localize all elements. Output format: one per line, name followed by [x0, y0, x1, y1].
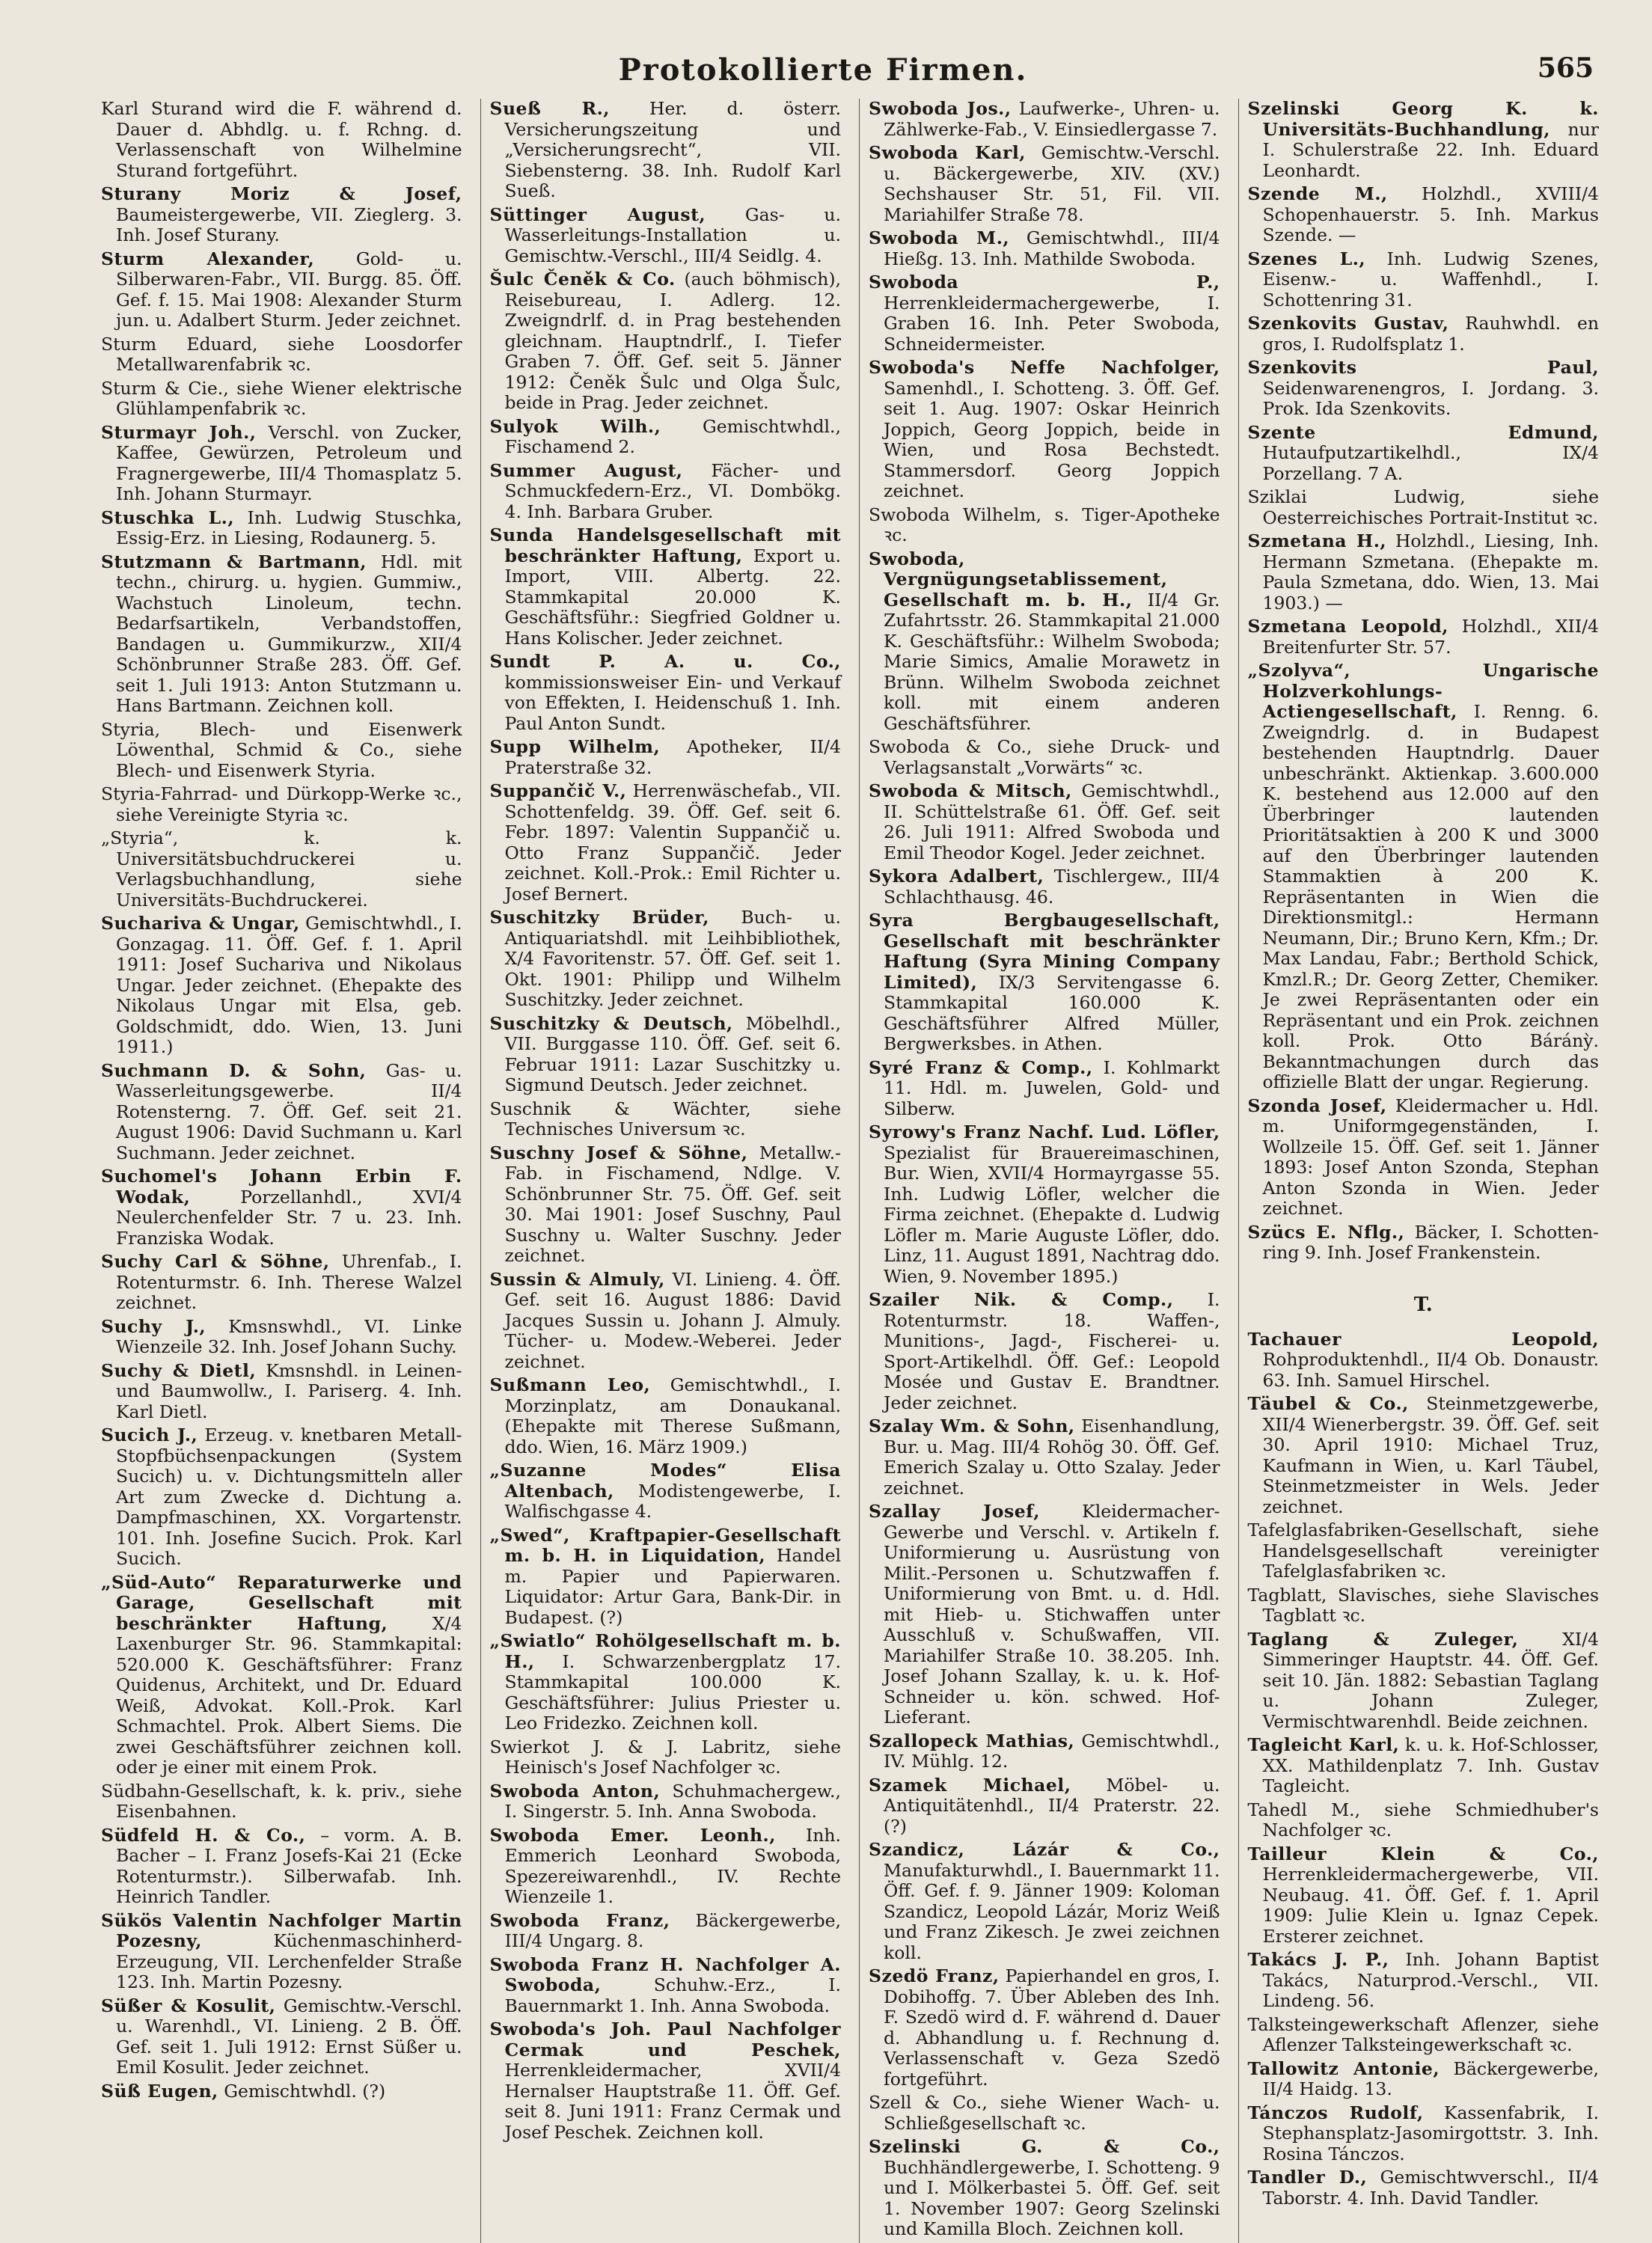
entry-text: Karl Sturand wird die F. während d. Dauer d. Abhdlg. u. f. Rchng. d. Verlassenschaft von Wilhelmine Sturand fortgeführt. — [101, 98, 462, 181]
entry-text: Herrenkleidermacher, XVII/4 Hernalser Hauptstraße 11. Öff. Gef. seit 8. Juni 1911: Franz Cermak und Josef Peschek. Zeichnen koll. — [504, 2060, 841, 2143]
directory-entry — [101, 914, 462, 1058]
directory-entry — [490, 652, 842, 734]
directory-entry — [1248, 1096, 1600, 1220]
entry-text: Porzellanhdl., XVI/4 Neulerchenfelder Str. 7 u. 23. Inh. Franziska Wodak. — [116, 1186, 462, 1249]
directory-entry — [101, 2081, 462, 2102]
firm-name: Tagleicht Karl, — [1247, 1734, 1400, 1755]
firm-name: Syrowy's Franz Nachf. Lud. Löfler, — [869, 1122, 1220, 1142]
firm-name: Swoboda Franz H. Nachfolger A. Swoboda, — [489, 1953, 841, 1995]
firm-name: Suchy J., — [101, 1315, 206, 1337]
entry-text: Buchhändlergewerbe, I. Schotteng. 9 und I. Mölkerbastei 5. Öff. Gef. seit 1. November 1907: Georg Szelinski und Kamilla Bloch. Zeichnen koll. — [884, 2156, 1220, 2239]
firm-name: Szallay Josef, — [869, 1501, 1040, 1522]
entry-text: Hdl. mit techn., chirurg. u. hygien. Gummiw., Wachstuch Linoleum, techn. Bedarfsartikeln, Verbandstoffen, Bandagen u. Gummikurzw., XII/4 Schönbrunner Straße 283. Öff. Gef. seit 1. Juli 1913: Anton Stutzmann u. Hans Bartmann. Zeichnen koll. — [116, 551, 462, 716]
firm-name: „Suzanne Modes“ Elisa Altenbach, — [489, 1460, 841, 1502]
directory-entry — [869, 1122, 1220, 1287]
firm-name: „Swiatlo“ Rohölgesellschaft m. b. H., — [489, 1630, 841, 1672]
entry-text: Holzhdl., XII/4 Breitenfurter Str. 57. — [1262, 616, 1599, 658]
firm-name: Szmetana H., — [1247, 530, 1387, 551]
directory-entry — [490, 1143, 842, 1267]
entry-text: Gemischtwhdl., III/4 Hießg. 13. Inh. Mathilde Swoboda. — [884, 227, 1220, 269]
entry-text: Export u. Import, VIII. Albertg. 22. Stammkapital 20.000 K. Geschäftsführ.: Siegfried Goldner u. Hans Kolischer. Jeder zeichnet. — [504, 545, 841, 649]
entry-text: Kleidermacher-Gewerbe und Verschl. v. Artikeln f. Uniformierung u. Ausrüstung von Milit.-Personen u. Schutzwaffen f. Uniformierung von Bmt. u. d. Hdl. mit Hieb- u. Stichwaffen unter Ausschluß v. Schußwaffen, VII. Mariahilfer Straße 10. 38.205. Inh. Josef Johann Szallay, k. u. k. Hof-Schneider u. kön. schwed. Hof-Lieferant. — [884, 1501, 1220, 1728]
entry-text: Gold- u. Silberwaren-Fabr., VII. Burgg. 85. Öff. Gef. f. 15. Mai 1908: Alexander Sturm jun. u. Adalbert Sturm. Jeder zeichnet. — [116, 248, 462, 331]
firm-name: Szandicz, Lázár & Co., — [869, 1839, 1220, 1860]
entry-text: II/4 Gr. Zufahrtsstr. 26. Stammkapital 21.000 K. Geschäftsführ.: Wilhelm Swoboda; Marie Simics, Amalie Morawetz in Brünn. Wilhelm Swoboda zeichnet koll. mit einem anderen Geschäftsführer. — [884, 589, 1220, 734]
entry-text: Suschnik & Wächter, siehe Technisches Universum ꝛc. — [489, 1098, 841, 1139]
directory-entry — [869, 1775, 1220, 1837]
directory-entry — [1248, 1223, 1600, 1264]
directory-entry — [490, 1631, 842, 1734]
entry-text: Herrenkleidermachergewerbe, VII. Neubaug. 41. Öff. Gef. f. 1. April 1909: Julie Klein u. Ignaz Cepek. Ersterer zeichnet. — [1262, 1864, 1599, 1947]
firm-name: Szende M., — [1247, 183, 1388, 204]
entry-text: Spezialist für Brauereimaschinen, Bur. Wien, XVII/4 Hormayrgasse 55. Inh. Ludwig Löfler, welcher die Firma zeichnet. (Ehepakte d. Ludwig Löfler m. Marie Auguste Löfler, ddo. Linz, 11. August 1891, Nachtrag ddo. Wien, 9. November 1895.) — [884, 1142, 1220, 1287]
entry-text: Gas- u. Wasserleitungsgewerbe. II/4 Rotensterng. 7. Öff. Gef. seit 21. August 1906: David Suchmann u. Karl Suchmann. Jeder zeichnet. — [116, 1059, 462, 1163]
entry-text: Samenhdl., I. Schotteng. 3. Öff. Gef. seit 1. Aug. 1907: Oskar Heinrich Joppich, Georg Joppich, beide in Wien, und Rosa Bechstedt. Stammersdorf. Georg Joppich zeichnet. — [884, 377, 1220, 501]
firm-name: Tánczos Rudolf, — [1247, 2102, 1424, 2123]
directory-entry — [1248, 1735, 1600, 1797]
directory-entry — [490, 1826, 842, 1908]
firm-name: Szalay Wm. & Sohn, — [869, 1416, 1075, 1436]
directory-entry — [490, 1270, 842, 1373]
entry-text: Sziklai Ludwig, siehe Oesterreichisches Portrait-Institut ꝛc. — [1247, 486, 1599, 528]
entry-text: Sturm Eduard, siehe Loosdorfer Metallwarenfabrik ꝛc. — [101, 333, 462, 375]
firm-name: Swoboda Anton, — [489, 1780, 661, 1802]
directory-entry — [490, 1911, 842, 1952]
entry-text: Küchenmaschinherd-Erzeugung, VII. Lerchenfelder Straße 123. Inh. Martin Pozesny. — [116, 1930, 462, 1992]
directory-entry — [1248, 1585, 1600, 1627]
entry-text: Gemischtwverschl., II/4 Taborstr. 4. Inh. David Tandler. — [1262, 2167, 1599, 2209]
directory-entry — [101, 334, 462, 376]
text-columns — [101, 98, 1603, 2239]
firm-name: Suchmann D. & Sohn, — [101, 1059, 367, 1081]
directory-entry — [490, 1737, 842, 1778]
firm-name: Swoboda Jos., — [869, 98, 1012, 119]
entry-text: Kmsnshdl. in Leinen- und Baumwollw., I. Pariserg. 4. Inh. Karl Dietl. — [116, 1359, 462, 1422]
entry-text: Holzhdl., XVIII/4 Schopenhauerstr. 5. Inh. Markus Szende. — — [1262, 183, 1599, 245]
entry-text: Möbel- u. Antiquitätenhdl., II/4 Praterstr. 22. (?) — [884, 1774, 1220, 1837]
entry-text: Tischlergew., III/4 Schlachthausg. 46. — [884, 866, 1220, 908]
entry-text: Baumeistergewerbe, VII. Zieglerg. 3. Inh. Josef Sturany. — [116, 204, 462, 245]
entry-text: Kmsnswhdl., VI. Linke Wienzeile 32. Inh. Josef Johann Suchy. — [116, 1315, 462, 1357]
entry-text: Gemischtwhdl., I. Morzinplatz, am Donaukanal. (Ehepakte mit Therese Sußmann, ddo. Wien, 16. März 1909.) — [504, 1374, 841, 1457]
entry-text: Sturm & Cie., siehe Wiener elektrische Glühlampenfabrik ꝛc. — [101, 377, 462, 419]
firm-name: Szücs E. Nflg., — [1247, 1221, 1405, 1243]
directory-entry — [490, 1460, 842, 1523]
entry-text: I. Rotenturmstr. 18. Waffen-, Munitions-, Jagd-, Fischerei- u. Sport-Artikelhdl. Öff. Gef.: Leopold Mosée und Gustav E. Brandtner. Jeder zeichnet. — [884, 1289, 1220, 1413]
entry-text: Gas- u. Wasserleitungs-Installation u. Gemischtw.-Verschl., III/4 Seidlg. 4. — [504, 204, 841, 266]
directory-entry — [101, 720, 462, 782]
firm-name: Swoboda & Mitsch, — [869, 780, 1072, 801]
directory-entry — [869, 1731, 1220, 1772]
entry-text: Her. d. österr. Versicherungszeitung und „Versicherungsrecht“, VII. Siebensterng. 38. Inh. Rudolf Karl Sueß. — [504, 98, 841, 201]
directory-entry — [490, 461, 842, 523]
directory-entry — [869, 505, 1220, 546]
entry-text: Bäckergewerbe, III/4 Ungarg. 8. — [504, 1909, 841, 1951]
entry-text: Gemischtwhdl., I. Gonzagag. 11. Öff. Gef. f. 1. April 1911: Josef Suchariva und Nikolaus Ungar. Jeder zeichnet. (Ehepakte des Nikolaus Ungar mit Elsa, geb. Goldschmidt, ddo. Wien, 13. Juni 1911.) — [116, 913, 462, 1057]
entry-text: Swierkot J. & J. Labritz, siehe Heinisch's Josef Nachfolger ꝛc. — [489, 1736, 841, 1778]
firm-name: „Szolyva“, Ungarische Holzverkohlungs-Actiengesellschaft, — [1247, 660, 1599, 722]
firm-name: Süttinger August, — [489, 204, 706, 225]
entry-text: Tahedl M., siehe Schmiedhuber's Nachfolger ꝛc. — [1247, 1799, 1599, 1840]
entry-text: Schuhmachergew., I. Singerstr. 5. Inh. Anna Swoboda. — [504, 1780, 841, 1822]
firm-name: Sturm Alexander, — [101, 248, 315, 269]
directory-entry — [1248, 423, 1600, 485]
firm-name: Swoboda's Joh. Paul Nachfolger Cermak und Peschek, — [489, 2019, 841, 2060]
directory-entry — [869, 1290, 1220, 1413]
firm-name: Sußmann Leo, — [489, 1374, 651, 1395]
entry-text: Rauhwhdl. en gros, I. Rudolfsplatz 1. — [1262, 313, 1599, 355]
firm-name: Szedö Franz, — [869, 1965, 1000, 1986]
firm-name: Sundt P. A. u. Co., — [489, 651, 841, 672]
firm-name: Suchy & Dietl, — [101, 1359, 257, 1381]
firm-name: Suschitzky Brüder, — [489, 907, 709, 928]
directory-entry — [101, 99, 462, 181]
directory-entry — [1248, 1844, 1600, 1947]
entry-text: Bäcker, I. Schotten-ring 9. Inh. Josef Frankenstein. — [1262, 1221, 1599, 1263]
directory-entry — [490, 525, 842, 649]
firm-name: Sucich J., — [101, 1425, 198, 1445]
column-1 — [101, 99, 467, 2243]
firm-name: Swoboda Franz, — [489, 1909, 670, 1931]
entry-text: Holzhdl., Liesing, Inh. Hermann Szmetana. (Ehepakte m. Paula Szmetana, ddo. Wien, 13. Mai 1903.) — — [1262, 530, 1599, 613]
directory-entry — [869, 1416, 1220, 1499]
entry-text: Laufwerke-, Uhren- u. Zählwerke-Fab., V. Einsiedlergasse 7. — [884, 98, 1220, 140]
entry-text: Gemischtwhdl. (?) — [224, 2080, 386, 2102]
firm-name: Szente Edmund, — [1247, 421, 1599, 443]
entry-text: Seidenwarenengros, I. Jordang. 3. Prok. Ida Szenkovits. — [1262, 377, 1599, 419]
directory-entry — [101, 1573, 462, 1778]
section-letter: T. — [1413, 1293, 1433, 1316]
directory-entry — [490, 417, 842, 458]
directory-entry — [101, 1826, 462, 1908]
entry-text: Inh. Emmerich Leonhard Swoboda, Spezereiwarenhdl., IV. Rechte Wienzeile 1. — [504, 1824, 841, 1907]
entry-text: Herrenwäschefab., VII. Schottenfeldg. 39. Öff. Gef. seit 6. Febr. 1897: Valentin Suppančič u. Otto Franz Suppančič. Jeder zeichnet. Koll.-Prok.: Emil Richter u. Josef Bernert. — [504, 780, 841, 905]
entry-text: Styria-Fahrrad- und Dürkopp-Werke ꝛc., siehe Vereinigte Styria ꝛc. — [101, 783, 462, 825]
entry-text: Gemischtwhdl., IV. Mühlg. 12. — [884, 1730, 1220, 1772]
page-number: 565 — [1537, 52, 1594, 84]
entry-text: Inh. Johann Baptist Takács, Naturprod.-Verschl., VII. Lindeng. 56. — [1262, 1949, 1600, 2011]
entry-text: Manufakturwhdl., I. Bauernmarkt 11. Öff. Gef. f. 9. Jänner 1909: Koloman Szandicz, Leopold Lázár, Moriz Weiß und Franz Zikesch. Je zwei zeichnen koll. — [884, 1859, 1220, 1963]
directory-entry — [1248, 2059, 1600, 2100]
firm-name: Suschny Josef & Söhne, — [489, 1142, 748, 1163]
firm-name: Suppančič V., — [489, 780, 627, 801]
entry-text: Tafelglasfabriken-Gesellschaft, siehe Handelsgesellschaft vereinigter Tafelglasfabriken ꝛc. — [1247, 1520, 1599, 1582]
entry-text: Fächer- und Schmuckfedern-Erz., VI. Dombökg. 4. Inh. Barbara Gruber. — [504, 459, 841, 522]
directory-entry — [1248, 2103, 1600, 2165]
directory-entry — [869, 781, 1220, 863]
firm-name: Szenkovits Gustav, — [1247, 313, 1449, 334]
directory-entry — [490, 2019, 842, 2143]
entry-text: k. u. k. Hof-Schlosser, XX. Mathildenplatz 7. Inh. Gustav Tagleicht. — [1262, 1734, 1599, 1796]
firm-name: Takács J. P., — [1247, 1949, 1389, 1970]
firm-name: Swoboda M., — [869, 227, 1010, 248]
entry-text: Verschl. von Zucker, Kaffee, Gewürzen, Petroleum und Fragnergewerbe, III/4 Thomasplatz 5. Inh. Johann Sturmayr. — [116, 421, 462, 504]
directory-entry — [1248, 249, 1600, 311]
entry-text: Südbahn-Gesellschaft, k. k. priv., siehe Eisenbahnen. — [101, 1780, 462, 1822]
firm-name: Szelinski Georg K. k. Universitäts-Buchhandlung, — [1247, 98, 1599, 140]
directory-entry — [101, 1317, 462, 1358]
entry-text: IX/3 Servitengasse 6. Stammkapital 160.000 K. Geschäftsführer Alfred Müller, Bergwerksbes. in Athen. — [884, 971, 1220, 1054]
firm-name: Tailleur Klein & Co., — [1247, 1843, 1599, 1864]
directory-entry — [490, 781, 842, 905]
firm-name: Szamek Michael, — [869, 1774, 1071, 1796]
directory-entry — [869, 1058, 1220, 1120]
entry-text: Tagblatt, Slavisches, siehe Slavisches Tagblatt ꝛc. — [1247, 1584, 1599, 1626]
directory-entry — [869, 1966, 1220, 2090]
directory-entry — [101, 1166, 462, 1249]
directory-entry — [1248, 1394, 1600, 1517]
firm-name: Syra Bergbaugesellschaft, Gesellschaft mit beschränkter Haftung (Syra Mining Company Limited), — [869, 910, 1220, 993]
entry-text: Buch- u. Antiquariatshdl. mit Leihbibliothek, X/4 Favoritenstr. 57. Öff. Gef. seit 1. Okt. 1901: Philipp und Wilhelm Suschitzky. Jeder zeichnet. — [504, 907, 841, 1010]
directory-entry — [490, 205, 842, 267]
directory-entry — [490, 737, 842, 778]
entry-text: Möbelhdl., VII. Burggasse 110. Öff. Gef. seit 6. Februar 1911: Lazar Suschitzky u. Sigmund Deutsch. Jeder zeichnet. — [504, 1012, 841, 1095]
directory-entry — [490, 1099, 842, 1140]
firm-name: „Swed“, Kraftpapier-Gesellschaft m. b. H. in Liquidation, — [489, 1524, 841, 1566]
entry-text: Gemischtw.-Verschl. u. Bäckergewerbe, XIV. (XV.) Sechshauser Str. 51, Fil. VII. Mariahilfer Straße 78. — [884, 142, 1220, 225]
entry-text: VI. Linieng. 4. Öff. Gef. seit 16. August 1886: David Jacques Sussin u. Johann J. Almuly. Tücher- u. Modew.-Weberei. Jeder zeichnet. — [504, 1268, 841, 1372]
directory-entry — [490, 269, 842, 414]
directory-entry — [101, 1996, 462, 2078]
firm-name: Szmetana Leopold, — [1247, 616, 1448, 637]
directory-entry — [101, 1911, 462, 1993]
firm-name: Sueß R., — [489, 98, 610, 119]
entry-text: X/4 Laxenburger Str. 96. Stammkapital: 520.000 K. Geschäftsführer: Franz Quidenus, Architekt, und Dr. Eduard Weiß, Advokat. Koll.-Prok. Karl Schmachtel. Prok. Albert Siems. Die zwei Geschäftsführer zeichnen koll. oder je einer mit einem Prok. — [116, 1612, 462, 1778]
firm-name: Sulyok Wilh., — [489, 415, 661, 437]
column-4 — [1238, 99, 1604, 2243]
directory-entry — [869, 2093, 1220, 2134]
entry-text: Gemischtw.-Verschl. u. Warenhdl., VI. Linieng. 2 B. Öff. Gef. seit 1. Juli 1912: Ernst Süßer u. Emil Kosulit. Jeder zeichnet. — [116, 1995, 462, 2078]
firm-name: Szenkovits Paul, — [1247, 357, 1599, 378]
entry-text: Steinmetzgewerbe, XII/4 Wienerbergstr. 39. Öff. Gef. seit 30. April 1910: Michael Truz, Kaufmann in Wien, u. Karl Täubel, Steinmetzmeister in Wels. Jeder zeichnet. — [1262, 1393, 1599, 1517]
directory-entry — [101, 552, 462, 717]
entry-text: Kassenfabrik, I. Stephansplatz-Jasomirgottstr. 3. Inh. Rosina Tánczos. — [1262, 2102, 1599, 2164]
entry-text: Apotheker, II/4 Praterstraße 32. — [504, 736, 841, 778]
directory-entry — [869, 358, 1220, 502]
entry-text: (auch böhmisch), Reisebureau, I. Adlerg. 12. Zweigndrlf. d. in Prag bestehenden gleichnam. Hauptndrlf., I. Tiefer Graben 7. Öff. Gef. seit 5. Jänner 1912: Čeněk Šulc und Olga Šulc, beide in Prag. Jeder zeichnet. — [504, 269, 841, 413]
firm-name: Swoboda's Neffe Nachfolger, — [869, 357, 1220, 378]
firm-name: Syré Franz & Comp., — [869, 1056, 1093, 1078]
entry-text: Styria, Blech- und Eisenwerk Löwenthal, Schmid & Co., siehe Blech- und Eisenwerk Styria. — [101, 718, 462, 781]
directory-entry — [101, 379, 462, 420]
entry-text: Metallw.-Fab. in Fischamend, Ndlge. V. Schönbrunner Str. 75. Öff. Gef. seit 30. Mai 1901: Josef Suschny, Paul Suschny u. Walter Suschny. Jeder zeichnet. — [504, 1142, 841, 1266]
firm-name: Süßer & Kosulit, — [101, 1995, 276, 2016]
firm-name: Tandler D., — [1247, 2167, 1368, 2188]
directory-entry — [101, 828, 462, 911]
entry-text: Rohproduktenhdl., II/4 Ob. Donaustr. 63. Inh. Samuel Hirschel. — [1262, 1349, 1599, 1391]
firm-name: Taglang & Zuleger, — [1247, 1628, 1519, 1650]
entry-text: – vorm. A. B. Bacher – I. Franz Josefs-Kai 21 (Ecke Rotenturmstr.). Silberwafab. Inh. Heinrich Tandler. — [116, 1824, 462, 1907]
directory-entry — [869, 1840, 1220, 1963]
firm-name: Stutzmann & Bartmann, — [101, 551, 367, 572]
directory-entry — [869, 272, 1220, 355]
directory-entry — [490, 1375, 842, 1457]
firm-name: Tallowitz Antonie, — [1247, 2057, 1440, 2079]
directory-entry — [1248, 1329, 1600, 1392]
firm-name: Swoboda Karl, — [869, 142, 1026, 163]
entry-text: Modistengewerbe, I. Walfischgasse 4. — [504, 1480, 841, 1522]
entry-text: Papierhandel en gros, I. Dobihoffg. 7. Über Ableben des Inh. F. Szedö wird d. F. während d. Dauer d. Abhandlung u. f. Rechnung d. Verlassenschaft v. Geza Szedö fortgeführt. — [884, 1965, 1220, 2090]
entry-text: Hutaufputzartikelhdl., IX/4 Porzellang. 7 A. — [1262, 442, 1599, 484]
directory-entry — [1248, 531, 1600, 613]
directory-entry — [1248, 616, 1600, 658]
directory-entry — [490, 1014, 842, 1096]
directory-entry — [1248, 313, 1600, 355]
page-title: Protokollierte Firmen. — [618, 52, 1028, 88]
entry-text: kommissionsweiser Ein- und Verkauf von Effekten, I. Heidenschuß 1. Inh. Paul Anton Sundt. — [504, 671, 841, 734]
entry-text: Gemischtwhdl., Fischamend 2. — [504, 415, 841, 457]
directory-entry — [869, 911, 1220, 1055]
directory-entry — [490, 908, 842, 1011]
firm-name: Suchariva & Ungar, — [101, 913, 300, 934]
directory-entry — [869, 737, 1220, 778]
directory-entry — [869, 1502, 1220, 1728]
directory-entry — [101, 1781, 462, 1823]
directory-entry — [1248, 2167, 1600, 2209]
firm-name: Täubel & Co., — [1247, 1393, 1409, 1414]
firm-name: Šulc Čeněk & Co. — [489, 269, 676, 290]
entry-text: Kleidermacher u. Hdl. m. Uniformgegenständen, I. Wollzeile 15. Öff. Gef. seit 1. Jänner 1893: Josef Anton Szonda, Stephan Anton Szonda in Wien. Jeder zeichnet. — [1262, 1095, 1599, 1219]
entry-text: Gemischtwhdl., II. Schüttelstraße 61. Öff. Gef. seit 26. Juli 1911: Alfred Swoboda und Emil Theodor Kogel. Jeder zeichnet. — [884, 780, 1220, 863]
firm-name: Sükös Valentin Nachfolger Martin Pozesny, — [101, 1909, 462, 1951]
entry-text: Talksteingewerkschaft Aflenzer, siehe Aflenzer Talksteingewerkschaft ꝛc. — [1247, 2013, 1599, 2055]
entry-text: nur I. Schulerstraße 22. Inh. Eduard Leonhardt. — [1262, 118, 1599, 181]
firm-name: Swoboda Emer. Leonh., — [489, 1824, 776, 1846]
directory-entry — [101, 508, 462, 549]
directory-entry — [101, 784, 462, 825]
directory-entry — [101, 1361, 462, 1423]
directory-entry — [869, 143, 1220, 225]
directory-entry — [869, 549, 1220, 735]
directory-entry — [1248, 2015, 1600, 2056]
directory-entry — [101, 249, 462, 331]
firm-name: Sturany Moriz & Josef, — [101, 183, 462, 204]
directory-entry — [869, 866, 1220, 908]
directory-entry — [490, 1781, 842, 1823]
entry-text: Inh. Ludwig Szenes, Eisenw.- u. Waffenhdl., I. Schottenring 31. — [1262, 248, 1599, 310]
directory-entry — [1248, 1630, 1600, 1733]
firm-name: Stuschka L., — [101, 507, 235, 528]
entry-text: Uhrenfab., I. Rotenturmstr. 6. Inh. Therese Walzel zeichnet. — [116, 1251, 462, 1313]
firm-name: Swoboda P., — [869, 272, 1220, 293]
entry-text: Schuhw.-Erz., I. Bauernmarkt 1. Inh. Anna Swoboda. — [504, 1974, 841, 2016]
directory-entry — [1248, 99, 1600, 181]
directory-entry — [1248, 184, 1600, 246]
firm-name: Sturmayr Joh., — [101, 421, 257, 443]
entry-text: Bäckergewerbe, II/4 Haidg. 13. — [1262, 2057, 1599, 2099]
directory-entry — [490, 1526, 842, 1629]
firm-name: Summer August, — [489, 459, 683, 481]
entry-text: Erzeug. v. knetbaren Metall-Stopfbüchsenpackungen (System Sucich) u. v. Dichtungsmitteln aller Art zum Zwecke d. Dichtung a. Dampfmaschinen, XX. Vorgartenstr. 101. Inh. Josefine Sucich. Prok. Karl Sucich. — [116, 1425, 462, 1569]
entry-text: Handel m. Papier und Papierwaren. Liquidator: Artur Gara, Bank-Dir. in Budapest. (?) — [504, 1545, 841, 1628]
firm-name: Szelinski G. & Co., — [869, 2136, 1220, 2157]
page-header — [52, 52, 1594, 97]
directory-entry — [1248, 661, 1600, 1093]
firm-name: Szallopeck Mathias, — [869, 1730, 1075, 1751]
firm-name: Süß Eugen, — [101, 2080, 218, 2102]
firm-name: Suschitzky & Deutsch, — [489, 1012, 733, 1034]
entry-text: I. Renng. 6. Zweigndrlg. d. in Budapest bestehenden Hauptndrlg. Dauer unbeschränkt. Aktienkap. 3.600.000 K. bestehend aus 12.000 auf den Überbringer lautenden Prioritätsaktien à 200 K und 3000 auf den Überbringer lautenden Stammaktien à 200 K. Repräsentanten in Wien die Direktionsmitgl.: Hermann Neumann, Dir.; Bruno Kern, Kfm.; Dr. Max Landau, Fabr.; Berthold Schick, Kmzl.R.; Dr. Georg Zetter, Chemiker. Je zwei Repräsentanten oder ein Repräsentant und ein Prok. zeichnen koll. Prok. Otto Báránỳ. Bekanntmachungen durch das offizielle Blatt der ungar. Regierung. — [1262, 701, 1599, 1092]
directory-entry — [869, 2137, 1220, 2240]
directory-entry — [1248, 1800, 1600, 1841]
column-3 — [859, 99, 1225, 2243]
entry-text: I. Schwarzenbergplatz 17. Stammkapital 100.000 K. Geschäftsführer: Julius Priester u. Leo Fridezko. Zeichnen koll. — [504, 1650, 841, 1733]
firm-name: Sussin & Almuly, — [489, 1268, 665, 1290]
directory-entry — [1248, 358, 1600, 420]
firm-name: Suchy Carl & Söhne, — [101, 1251, 330, 1272]
entry-text: I. Kohlmarkt 11. Hdl. m. Juwelen, Gold- und Silberw. — [884, 1056, 1220, 1119]
firm-name: Szenes L., — [1247, 248, 1366, 269]
directory-entry — [101, 1061, 462, 1164]
firm-name: Supp Wilhelm, — [489, 736, 661, 757]
column-2 — [480, 99, 846, 2243]
firm-name: Sykora Adalbert, — [869, 866, 1044, 887]
directory-entry — [1248, 487, 1600, 528]
firm-name: Szonda Josef, — [1247, 1095, 1387, 1116]
directory-entry — [1248, 1520, 1600, 1582]
entry-text: XI/4 Simmeringer Hauptstr. 44. Öff. Gef. seit 10. Jän. 1882: Sebastian Taglang u. Johann Zuleger, Vermischtwarenhdl. Beide zeichnen. — [1262, 1628, 1599, 1732]
entry-text: Swoboda Wilhelm, s. Tiger-Apotheke ꝛc. — [869, 504, 1220, 545]
entry-text: „Styria“, k. k. Universitätsbuchdruckerei u. Verlagsbuchhandlung, siehe Universitäts-Buchdruckerei. — [101, 827, 462, 911]
firm-name: Swoboda, Vergnügungsetablissement, Gesellschaft m. b. H., — [869, 548, 1168, 611]
firm-name: Sunda Handelsgesellschaft mit beschränkter Haftung, — [489, 524, 841, 566]
directory-entry — [101, 423, 462, 505]
directory-entry — [490, 1955, 842, 2017]
directory-entry — [101, 1252, 462, 1314]
entry-text: Herrenkleidermachergewerbe, I. Graben 16. Inh. Peter Swoboda, Schneidermeister. — [884, 292, 1220, 355]
entry-text: Szell & Co., siehe Wiener Wach- u. Schließgesellschaft ꝛc. — [869, 2092, 1220, 2134]
directory-entry — [869, 228, 1220, 269]
firm-name: Tachauer Leopold, — [1247, 1328, 1599, 1350]
firm-name: Suchomel's Johann Erbin F. Wodak, — [101, 1166, 462, 1208]
firm-name: Szailer Nik. & Comp., — [869, 1289, 1174, 1310]
firm-name: Südfeld H. & Co., — [101, 1824, 306, 1846]
firm-name: „Süd-Auto“ Reparaturwerke und Garage, Gesellschaft mit beschränkter Haftung, — [101, 1571, 462, 1634]
entry-text: Swoboda & Co., siehe Druck- und Verlagsanstalt „Vorwärts“ ꝛc. — [869, 736, 1220, 778]
directory-entry — [869, 99, 1220, 140]
directory-entry — [101, 1425, 462, 1570]
entry-text: Inh. Ludwig Stuschka, Essig-Erz. in Liesing, Rodaunerg. 5. — [116, 507, 462, 548]
entry-text: Eisenhandlung, Bur. u. Mag. III/4 Rohög 30. Öff. Gef. Emerich Szalay u. Otto Szalay. Jeder zeichnet. — [884, 1416, 1220, 1499]
directory-entry — [1248, 1950, 1600, 2012]
directory-entry — [101, 184, 462, 246]
directory-entry — [490, 99, 842, 202]
